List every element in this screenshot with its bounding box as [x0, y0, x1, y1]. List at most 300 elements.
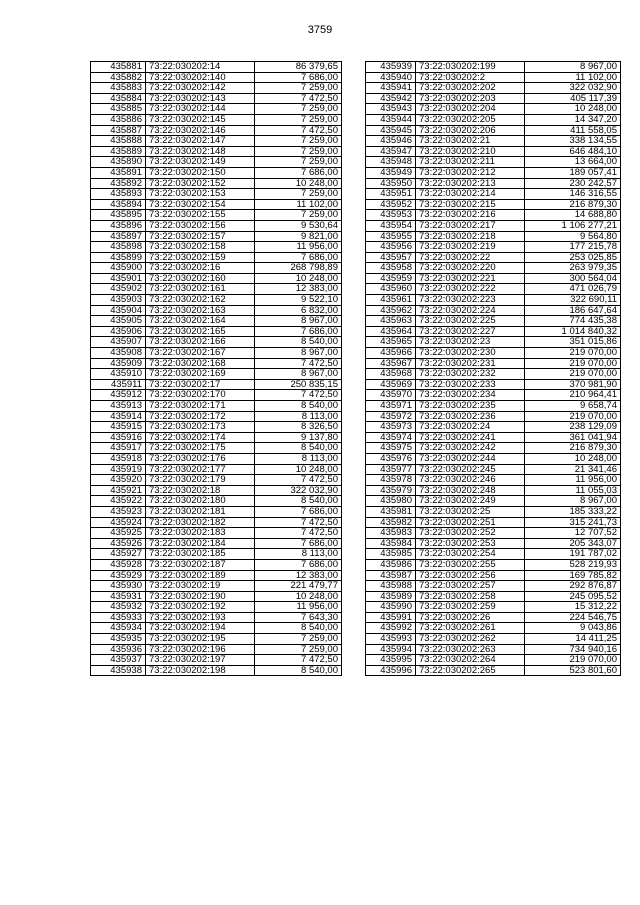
- cadastral-value: 7 472,50: [255, 125, 342, 136]
- cadastral-value: 250 835,15: [255, 379, 342, 390]
- cadastral-number: 73:22:030202:17: [146, 379, 255, 390]
- row-number: 435895: [91, 210, 146, 221]
- table-row: [366, 210, 621, 221]
- cadastral-value: 8 967,00: [255, 369, 342, 380]
- row-number: 435881: [91, 62, 146, 73]
- cadastral-number: 73:22:030202:259: [416, 602, 525, 613]
- table-row: [91, 263, 342, 274]
- cadastral-value: 7 472,50: [255, 93, 342, 104]
- cadastral-value: 263 979,35: [525, 263, 621, 274]
- cadastral-number: 73:22:030202:213: [416, 178, 525, 189]
- cadastral-number: 73:22:030202:206: [416, 125, 525, 136]
- table-row: [91, 644, 342, 655]
- table-row: [366, 528, 621, 539]
- row-number: 435899: [91, 252, 146, 263]
- cadastral-number: 73:22:030202:187: [146, 559, 255, 570]
- cadastral-value: 7 259,00: [255, 104, 342, 115]
- cadastral-number: 73:22:030202:241: [416, 432, 525, 443]
- row-number: 435988: [366, 581, 416, 592]
- left-table: [90, 61, 342, 676]
- cadastral-value: 86 379,65: [255, 62, 342, 73]
- row-number: 435884: [91, 93, 146, 104]
- row-number: 435951: [366, 189, 416, 200]
- cadastral-value: 169 785,82: [525, 570, 621, 581]
- row-number: 435923: [91, 506, 146, 517]
- cadastral-value: 7 472,50: [255, 358, 342, 369]
- table-row: [91, 326, 342, 337]
- cadastral-value: 300 564,04: [525, 273, 621, 284]
- row-number: 435959: [366, 273, 416, 284]
- row-number: 435920: [91, 475, 146, 486]
- cadastral-number: 73:22:030202:2: [416, 72, 525, 83]
- cadastral-value: 7 259,00: [255, 83, 342, 94]
- cadastral-value: 7 259,00: [255, 146, 342, 157]
- cadastral-number: 73:22:030202:225: [416, 316, 525, 327]
- cadastral-number: 73:22:030202:170: [146, 390, 255, 401]
- cadastral-number: 73:22:030202:179: [146, 475, 255, 486]
- table-row: [91, 432, 342, 443]
- row-number: 435980: [366, 496, 416, 507]
- cadastral-value: 11 956,00: [525, 475, 621, 486]
- cadastral-number: 73:22:030202:166: [146, 337, 255, 348]
- table-row: [366, 464, 621, 475]
- cadastral-number: 73:22:030202:254: [416, 549, 525, 560]
- cadastral-value: 7 259,00: [255, 157, 342, 168]
- cadastral-number: 73:22:030202:146: [146, 125, 255, 136]
- cadastral-value: 11 102,00: [255, 199, 342, 210]
- cadastral-value: 12 383,00: [255, 284, 342, 295]
- cadastral-value: 7 472,50: [255, 475, 342, 486]
- row-number: 435993: [366, 634, 416, 645]
- cadastral-value: 7 686,00: [255, 559, 342, 570]
- cadastral-value: 219 070,00: [525, 369, 621, 380]
- row-number: 435966: [366, 348, 416, 359]
- cadastral-value: 10 248,00: [255, 273, 342, 284]
- cadastral-number: 73:22:030202:196: [146, 644, 255, 655]
- row-number: 435894: [91, 199, 146, 210]
- cadastral-value: 12 707,52: [525, 528, 621, 539]
- cadastral-value: 177 215,78: [525, 242, 621, 253]
- cadastral-number: 73:22:030202:140: [146, 72, 255, 83]
- cadastral-number: 73:22:030202:245: [416, 464, 525, 475]
- cadastral-value: 221 479,77: [255, 581, 342, 592]
- cadastral-number: 73:22:030202:145: [146, 114, 255, 125]
- row-number: 435992: [366, 623, 416, 634]
- cadastral-number: 73:22:030202:242: [416, 443, 525, 454]
- cadastral-number: 73:22:030202:217: [416, 220, 525, 231]
- table-row: [366, 337, 621, 348]
- row-number: 435955: [366, 231, 416, 242]
- cadastral-value: 322 032,90: [525, 83, 621, 94]
- cadastral-value: 9 658,74: [525, 401, 621, 412]
- table-row: [366, 570, 621, 581]
- cadastral-number: 73:22:030202:255: [416, 559, 525, 570]
- cadastral-number: 73:22:030202:230: [416, 348, 525, 359]
- table-row: [366, 538, 621, 549]
- row-number: 435893: [91, 189, 146, 200]
- table-row: [91, 273, 342, 284]
- cadastral-value: 1 106 277,21: [525, 220, 621, 231]
- cadastral-value: 8 540,00: [255, 623, 342, 634]
- table-row: [366, 506, 621, 517]
- table-row: [366, 189, 621, 200]
- cadastral-value: 7 472,50: [255, 517, 342, 528]
- table-row: [366, 549, 621, 560]
- table-row: [91, 178, 342, 189]
- cadastral-number: 73:22:030202:25: [416, 506, 525, 517]
- row-number: 435958: [366, 263, 416, 274]
- cadastral-number: 73:22:030202:244: [416, 453, 525, 464]
- table-row: [91, 220, 342, 231]
- cadastral-number: 73:22:030202:142: [146, 83, 255, 94]
- cadastral-value: 7 259,00: [255, 114, 342, 125]
- row-number: 435948: [366, 157, 416, 168]
- cadastral-value: 230 242,57: [525, 178, 621, 189]
- row-number: 435942: [366, 93, 416, 104]
- cadastral-number: 73:22:030202:155: [146, 210, 255, 221]
- cadastral-number: 73:22:030202:156: [146, 220, 255, 231]
- row-number: 435912: [91, 390, 146, 401]
- cadastral-value: 11 956,00: [255, 602, 342, 613]
- row-number: 435963: [366, 316, 416, 327]
- row-number: 435931: [91, 591, 146, 602]
- row-number: 435919: [91, 464, 146, 475]
- row-number: 435986: [366, 559, 416, 570]
- cadastral-value: 8 967,00: [255, 348, 342, 359]
- cadastral-value: 10 248,00: [255, 464, 342, 475]
- cadastral-value: 219 070,00: [525, 358, 621, 369]
- row-number: 435953: [366, 210, 416, 221]
- cadastral-number: 73:22:030202:253: [416, 538, 525, 549]
- cadastral-number: 73:22:030202:221: [416, 273, 525, 284]
- row-number: 435898: [91, 242, 146, 253]
- cadastral-value: 7 259,00: [255, 634, 342, 645]
- cadastral-value: 268 798,89: [255, 263, 342, 274]
- table-row: [366, 644, 621, 655]
- table-row: [91, 570, 342, 581]
- row-number: 435976: [366, 453, 416, 464]
- row-number: 435952: [366, 199, 416, 210]
- cadastral-value: 189 057,41: [525, 167, 621, 178]
- row-number: 435882: [91, 72, 146, 83]
- row-number: 435957: [366, 252, 416, 263]
- cadastral-number: 73:22:030202:202: [416, 83, 525, 94]
- table-row: [366, 146, 621, 157]
- cadastral-number: 73:22:030202:218: [416, 231, 525, 242]
- cadastral-value: 219 070,00: [525, 655, 621, 666]
- cadastral-number: 73:22:030202:211: [416, 157, 525, 168]
- row-number: 435991: [366, 612, 416, 623]
- cadastral-value: 14 347,20: [525, 114, 621, 125]
- row-number: 435905: [91, 316, 146, 327]
- table-row: [91, 231, 342, 242]
- row-number: 435981: [366, 506, 416, 517]
- row-number: 435914: [91, 411, 146, 422]
- cadastral-number: 73:22:030202:19: [146, 581, 255, 592]
- table-row: [91, 62, 342, 73]
- cadastral-number: 73:22:030202:150: [146, 167, 255, 178]
- cadastral-value: 370 981,90: [525, 379, 621, 390]
- cadastral-number: 73:22:030202:177: [146, 464, 255, 475]
- cadastral-value: 11 055,03: [525, 485, 621, 496]
- cadastral-number: 73:22:030202:197: [146, 655, 255, 666]
- cadastral-number: 73:22:030202:153: [146, 189, 255, 200]
- row-number: 435977: [366, 464, 416, 475]
- row-number: 435996: [366, 665, 416, 676]
- table-row: [91, 517, 342, 528]
- cadastral-number: 73:22:030202:23: [416, 337, 525, 348]
- cadastral-number: 73:22:030202:190: [146, 591, 255, 602]
- cadastral-number: 73:22:030202:193: [146, 612, 255, 623]
- cadastral-number: 73:22:030202:152: [146, 178, 255, 189]
- table-row: [366, 517, 621, 528]
- row-number: 435950: [366, 178, 416, 189]
- cadastral-number: 73:22:030202:203: [416, 93, 525, 104]
- cadastral-number: 73:22:030202:215: [416, 199, 525, 210]
- cadastral-number: 73:22:030202:167: [146, 348, 255, 359]
- row-number: 435984: [366, 538, 416, 549]
- cadastral-number: 73:22:030202:232: [416, 369, 525, 380]
- table-row: [91, 485, 342, 496]
- table-row: [91, 348, 342, 359]
- row-number: 435926: [91, 538, 146, 549]
- row-number: 435906: [91, 326, 146, 337]
- cadastral-value: 8 326,50: [255, 422, 342, 433]
- cadastral-number: 73:22:030202:162: [146, 295, 255, 306]
- cadastral-number: 73:22:030202:219: [416, 242, 525, 253]
- table-row: [91, 379, 342, 390]
- row-number: 435887: [91, 125, 146, 136]
- table-row: [366, 326, 621, 337]
- cadastral-value: 7 472,50: [255, 390, 342, 401]
- table-row: [91, 210, 342, 221]
- cadastral-number: 73:22:030202:263: [416, 644, 525, 655]
- row-number: 435965: [366, 337, 416, 348]
- table-row: [366, 443, 621, 454]
- cadastral-number: 73:22:030202:173: [146, 422, 255, 433]
- row-number: 435985: [366, 549, 416, 560]
- cadastral-number: 73:22:030202:161: [146, 284, 255, 295]
- table-row: [366, 136, 621, 147]
- cadastral-value: 7 259,00: [255, 189, 342, 200]
- cadastral-number: 73:22:030202:264: [416, 655, 525, 666]
- table-row: [366, 453, 621, 464]
- table-row: [91, 305, 342, 316]
- row-number: 435968: [366, 369, 416, 380]
- row-number: 435930: [91, 581, 146, 592]
- cadastral-value: 7 686,00: [255, 72, 342, 83]
- row-number: 435922: [91, 496, 146, 507]
- cadastral-number: 73:22:030202:143: [146, 93, 255, 104]
- cadastral-value: 646 484,10: [525, 146, 621, 157]
- table-row: [91, 549, 342, 560]
- row-number: 435911: [91, 379, 146, 390]
- table-row: [91, 295, 342, 306]
- cadastral-value: 205 343,07: [525, 538, 621, 549]
- row-number: 435924: [91, 517, 146, 528]
- cadastral-value: 734 940,16: [525, 644, 621, 655]
- cadastral-number: 73:22:030202:149: [146, 157, 255, 168]
- cadastral-number: 73:22:030202:182: [146, 517, 255, 528]
- cadastral-number: 73:22:030202:246: [416, 475, 525, 486]
- row-number: 435969: [366, 379, 416, 390]
- table-row: [91, 591, 342, 602]
- cadastral-value: 7 259,00: [255, 136, 342, 147]
- cadastral-number: 73:22:030202:157: [146, 231, 255, 242]
- row-number: 435949: [366, 167, 416, 178]
- cadastral-value: 146 316,55: [525, 189, 621, 200]
- table-row: [366, 655, 621, 666]
- cadastral-value: 8 540,00: [255, 496, 342, 507]
- cadastral-value: 10 248,00: [525, 453, 621, 464]
- table-row: [366, 93, 621, 104]
- table-row: [366, 496, 621, 507]
- table-row: [91, 634, 342, 645]
- cadastral-number: 73:22:030202:249: [416, 496, 525, 507]
- cadastral-value: 13 664,00: [525, 157, 621, 168]
- row-number: 435947: [366, 146, 416, 157]
- table-row: [91, 538, 342, 549]
- row-number: 435890: [91, 157, 146, 168]
- cadastral-number: 73:22:030202:160: [146, 273, 255, 284]
- table-row: [366, 612, 621, 623]
- table-row: [366, 157, 621, 168]
- cadastral-number: 73:22:030202:181: [146, 506, 255, 517]
- row-number: 435941: [366, 83, 416, 94]
- cadastral-number: 73:22:030202:172: [146, 411, 255, 422]
- row-number: 435936: [91, 644, 146, 655]
- row-number: 435901: [91, 273, 146, 284]
- table-row: [366, 432, 621, 443]
- table-row: [366, 231, 621, 242]
- cadastral-number: 73:22:030202:261: [416, 623, 525, 634]
- cadastral-number: 73:22:030202:251: [416, 517, 525, 528]
- row-number: 435945: [366, 125, 416, 136]
- cadastral-value: 15 312,22: [525, 602, 621, 613]
- row-number: 435944: [366, 114, 416, 125]
- cadastral-value: 8 540,00: [255, 443, 342, 454]
- cadastral-value: 9 564,80: [525, 231, 621, 242]
- row-number: 435908: [91, 348, 146, 359]
- row-number: 435900: [91, 263, 146, 274]
- cadastral-number: 73:22:030202:14: [146, 62, 255, 73]
- cadastral-value: 238 129,09: [525, 422, 621, 433]
- row-number: 435902: [91, 284, 146, 295]
- table-row: [91, 475, 342, 486]
- table-row: [91, 464, 342, 475]
- cadastral-number: 73:22:030202:169: [146, 369, 255, 380]
- table-row: [91, 559, 342, 570]
- table-row: [366, 72, 621, 83]
- table-row: [91, 401, 342, 412]
- cadastral-value: 7 686,00: [255, 326, 342, 337]
- cadastral-value: 292 876,87: [525, 581, 621, 592]
- cadastral-value: 11 102,00: [525, 72, 621, 83]
- cadastral-value: 361 041,94: [525, 432, 621, 443]
- table-row: [91, 136, 342, 147]
- row-number: 435956: [366, 242, 416, 253]
- row-number: 435972: [366, 411, 416, 422]
- page-number: 3759: [307, 24, 333, 36]
- table-row: [91, 443, 342, 454]
- cadastral-number: 73:22:030202:214: [416, 189, 525, 200]
- table-row: [91, 199, 342, 210]
- table-row: [91, 422, 342, 433]
- row-number: 435889: [91, 146, 146, 157]
- table-row: [366, 252, 621, 263]
- row-number: 435938: [91, 665, 146, 676]
- cadastral-value: 7 686,00: [255, 506, 342, 517]
- cadastral-number: 73:22:030202:212: [416, 167, 525, 178]
- cadastral-number: 73:22:030202:180: [146, 496, 255, 507]
- cadastral-value: 185 333,22: [525, 506, 621, 517]
- cadastral-value: 7 686,00: [255, 538, 342, 549]
- cadastral-number: 73:22:030202:174: [146, 432, 255, 443]
- row-number: 435897: [91, 231, 146, 242]
- table-row: [91, 602, 342, 613]
- cadastral-number: 73:22:030202:158: [146, 242, 255, 253]
- cadastral-value: 774 435,38: [525, 316, 621, 327]
- table-row: [366, 114, 621, 125]
- cadastral-value: 219 070,00: [525, 348, 621, 359]
- cadastral-number: 73:22:030202:252: [416, 528, 525, 539]
- cadastral-value: 8 540,00: [255, 665, 342, 676]
- cadastral-value: 10 248,00: [525, 104, 621, 115]
- row-number: 435964: [366, 326, 416, 337]
- row-number: 435903: [91, 295, 146, 306]
- table-row: [366, 62, 621, 73]
- table-row: [366, 665, 621, 676]
- table-row: [91, 411, 342, 422]
- table-row: [366, 220, 621, 231]
- cadastral-number: 73:22:030202:168: [146, 358, 255, 369]
- cadastral-value: 10 248,00: [255, 591, 342, 602]
- table-row: [91, 506, 342, 517]
- row-number: 435933: [91, 612, 146, 623]
- cadastral-value: 21 341,46: [525, 464, 621, 475]
- row-number: 435974: [366, 432, 416, 443]
- row-number: 435978: [366, 475, 416, 486]
- cadastral-value: 6 832,00: [255, 305, 342, 316]
- table-row: [91, 157, 342, 168]
- table-row: [366, 369, 621, 380]
- cadastral-number: 73:22:030202:184: [146, 538, 255, 549]
- row-number: 435979: [366, 485, 416, 496]
- cadastral-value: 7 472,50: [255, 655, 342, 666]
- cadastral-value: 9 137,80: [255, 432, 342, 443]
- table-row: [366, 178, 621, 189]
- cadastral-value: 351 015,86: [525, 337, 621, 348]
- cadastral-number: 73:22:030202:144: [146, 104, 255, 115]
- cadastral-value: 12 383,00: [255, 570, 342, 581]
- cadastral-value: 315 241,73: [525, 517, 621, 528]
- row-number: 435995: [366, 655, 416, 666]
- cadastral-number: 73:22:030202:22: [416, 252, 525, 263]
- row-number: 435929: [91, 570, 146, 581]
- row-number: 435960: [366, 284, 416, 295]
- cadastral-number: 73:22:030202:148: [146, 146, 255, 157]
- cadastral-number: 73:22:030202:204: [416, 104, 525, 115]
- cadastral-number: 73:22:030202:198: [146, 665, 255, 676]
- cadastral-value: 471 026,79: [525, 284, 621, 295]
- cadastral-number: 73:22:030202:147: [146, 136, 255, 147]
- table-row: [366, 125, 621, 136]
- table-row: [366, 273, 621, 284]
- cadastral-number: 73:22:030202:195: [146, 634, 255, 645]
- table-row: [366, 623, 621, 634]
- cadastral-value: 322 690,11: [525, 295, 621, 306]
- cadastral-number: 73:22:030202:224: [416, 305, 525, 316]
